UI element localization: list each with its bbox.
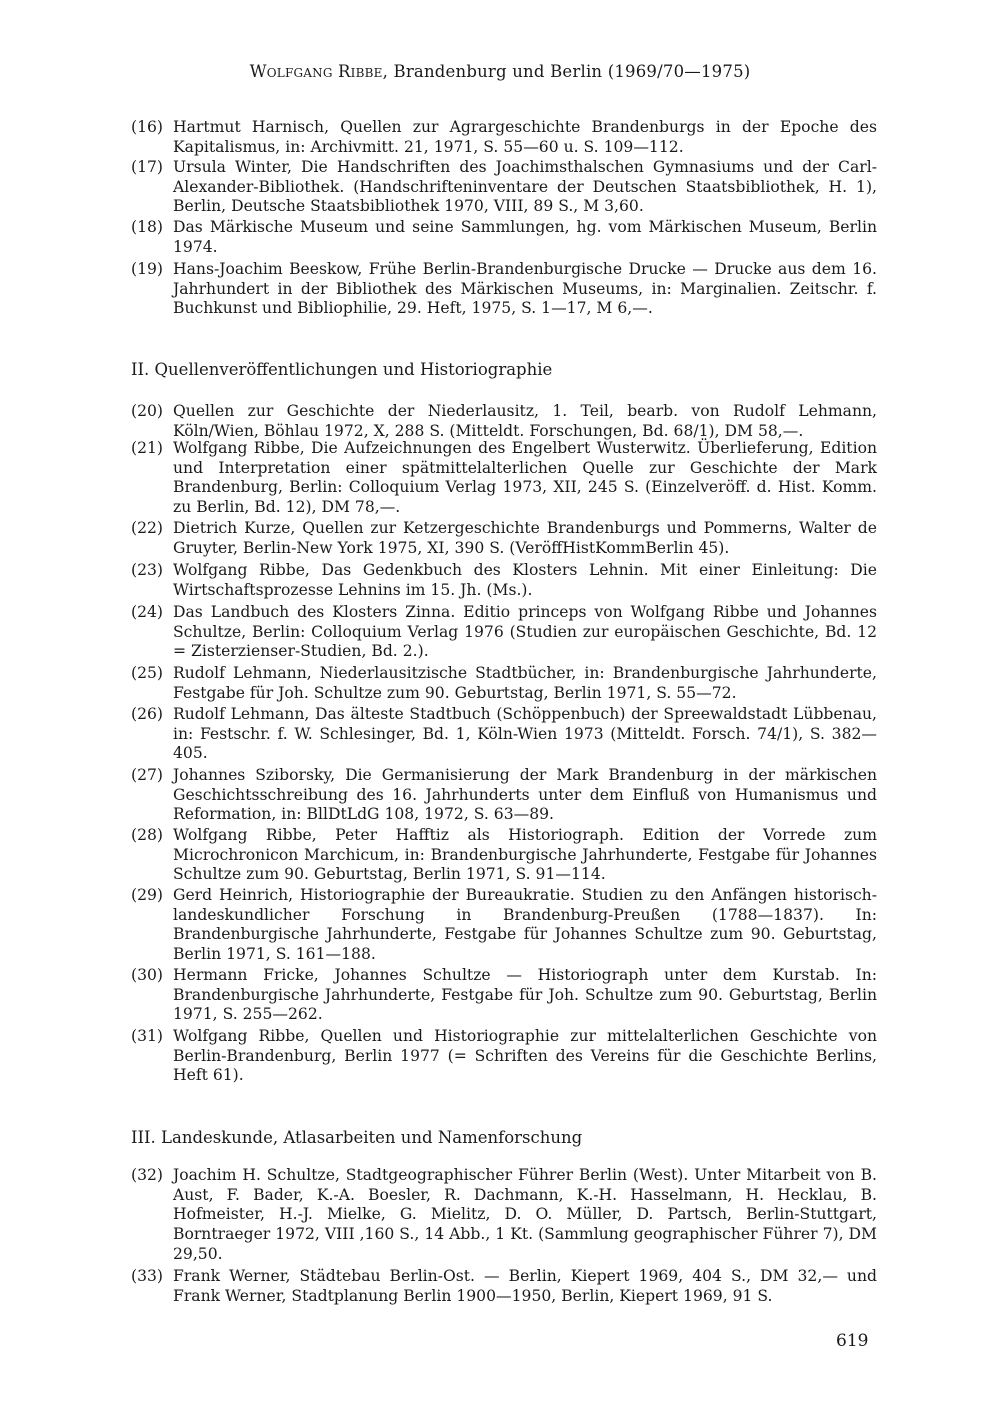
running-head-title: , Brandenburg und Berlin (1969/70—1975) — [382, 62, 751, 81]
entry-text: Dietrich Kurze, Quellen zur Ketzergeschichte Brandenburgs und Pommerns, Walter de Gruyter, Berlin-New York 1975, XI, 390 S. (VeröffHistKommBerlin 45). — [173, 519, 877, 557]
entry-number: (21) — [131, 439, 164, 457]
entry-number: (24) — [131, 603, 164, 621]
bib-entry-20 — [131, 402, 877, 441]
entry-number: (31) — [131, 1027, 164, 1045]
bib-entry-23 — [131, 561, 877, 600]
entry-number: (22) — [131, 519, 164, 537]
entry-text: Hartmut Harnisch, Quellen zur Agrargeschichte Brandenburgs in der Epoche des Kapitalismus, in: Archivmitt. 21, 1971, S. 55—60 u. S. 109—112. — [173, 118, 877, 156]
entry-number: (20) — [131, 402, 164, 420]
bib-entry-32 — [131, 1166, 877, 1265]
section-heading-3: III. Landeskunde, Atlasarbeiten und Namenforschung — [131, 1128, 583, 1147]
entry-text: Joachim H. Schultze, Stadtgeographischer Führer Berlin (West). Unter Mitarbeit von B. Aust, F. Bader, K.-A. Boesler, R. Dachmann, K.-H. Hasselmann, H. Hecklau, B. Hofmeister, H.-J. Mielke, G. Mielitz, D. O. Müller, D. Partsch, Berlin-Stuttgart, Borntraeger 1972, VIII ,160 S., 14 Abb., 1 Kt. (Sammlung geographischer Führer 7), DM 29,50. — [173, 1166, 877, 1263]
entry-text: Ursula Winter, Die Handschriften des Joachimsthalschen Gymnasiums und der Carl-Alexander-Bibliothek. (Handschrifteninventare der Deutschen Staatsbibliothek, H. 1), Berlin, Deutsche Staatsbibliothek 1970, VIII, 89 S., M 3,60. — [173, 158, 877, 216]
bib-entry-21 — [131, 439, 877, 518]
entry-text: Wolfgang Ribbe, Das Gedenkbuch des Klosters Lehnin. Mit einer Einleitung: Die Wirtschaftsprozesse Lehnins im 15. Jh. (Ms.). — [173, 561, 877, 599]
bib-entry-24 — [131, 603, 877, 662]
entry-number: (26) — [131, 705, 164, 723]
entry-number: (23) — [131, 561, 164, 579]
entry-text: Frank Werner, Städtebau Berlin-Ost. — Berlin, Kiepert 1969, 404 S., DM 32,— und Frank Werner, Stadtplanung Berlin 1900—1950, Berlin, Kiepert 1969, 91 S. — [173, 1267, 877, 1305]
entry-text: Johannes Sziborsky, Die Germanisierung der Mark Brandenburg in der märkischen Geschichtsschreibung des 16. Jahrhunderts unter dem Einfluß von Humanismus und Reformation, in: BllDtLdG 108, 1972, S. 63—89. — [173, 766, 877, 824]
entry-text: Das Landbuch des Klosters Zinna. Editio princeps von Wolfgang Ribbe und Johannes Schultze, Berlin: Colloquium Verlag 1976 (Studien zur europäischen Geschichte, Bd. 12 = Zisterzienser-Studien, Bd. 2.). — [173, 603, 877, 661]
bib-entry-31 — [131, 1027, 877, 1086]
bib-entry-17 — [131, 158, 877, 217]
page-number: 619 — [836, 1331, 869, 1351]
entry-text: Rudolf Lehmann, Niederlausitzische Stadtbücher, in: Brandenburgische Jahrhunderte, Festgabe für Joh. Schultze zum 90. Geburtstag, Berlin 1971, S. 55—72. — [173, 664, 877, 702]
entry-number: (19) — [131, 260, 164, 278]
section-heading-2: II. Quellenveröffentlichungen und Historiographie — [131, 360, 553, 379]
entry-text: Quellen zur Geschichte der Niederlausitz, 1. Teil, bearb. von Rudolf Lehmann, Köln/Wien, Böhlau 1972, X, 288 S. (Mitteldt. Forschungen, Bd. 68/1), DM 58,—. — [173, 402, 877, 440]
entry-text: Wolfgang Ribbe, Quellen und Historiographie zur mittelalterlichen Geschichte von Berlin-Brandenburg, Berlin 1977 (= Schriften des Vereins für die Geschichte Berlins, Heft 61). — [173, 1027, 877, 1085]
bib-entry-19 — [131, 260, 877, 319]
bib-entry-16 — [131, 118, 877, 157]
entry-text: Gerd Heinrich, Historiographie der Bureaukratie. Studien zu den Anfängen historisch-landeskundlicher Forschung in Brandenburg-Preußen (1788—1837). In: Brandenburgische Jahrhunderte, Festgabe für Johannes Schultze zum 90. Geburtstag, Berlin 1971, S. 161—188. — [173, 886, 877, 964]
entry-text: Das Märkische Museum und seine Sammlungen, hg. vom Märkischen Museum, Berlin 1974. — [173, 218, 877, 256]
entry-number: (32) — [131, 1166, 164, 1184]
running-head-author: Wolfgang Ribbe — [249, 62, 383, 81]
entry-number: (29) — [131, 886, 164, 904]
entry-number: (17) — [131, 158, 164, 176]
entry-number: (25) — [131, 664, 164, 682]
bib-entry-25 — [131, 664, 877, 703]
entry-text: Hans-Joachim Beeskow, Frühe Berlin-Brandenburgische Drucke — Drucke aus dem 16. Jahrhundert in der Bibliothek des Märkischen Museums, in: Marginalien. Zeitschr. f. Buchkunst und Bibliophilie, 29. Heft, 1975, S. 1—17, M 6,—. — [173, 260, 877, 318]
bib-entry-27 — [131, 766, 877, 825]
bib-entry-22 — [131, 519, 877, 558]
bib-entry-28 — [131, 826, 877, 885]
bib-entry-33 — [131, 1267, 877, 1306]
bib-entry-29 — [131, 886, 877, 965]
entry-number: (18) — [131, 218, 164, 236]
entry-text: Rudolf Lehmann, Das älteste Stadtbuch (Schöppenbuch) der Spreewaldstadt Lübbenau, in: Festschr. f. W. Schlesinger, Bd. 1, Köln-Wien 1973 (Mitteldt. Forsch. 74/1), S. 382—405. — [173, 705, 877, 763]
entry-number: (27) — [131, 766, 164, 784]
entry-text: Wolfgang Ribbe, Die Aufzeichnungen des Engelbert Wusterwitz. Überlieferung, Edition und Interpretation einer spätmittelalterlichen Quelle zur Geschichte der Mark Brandenburg, Berlin: Colloquium Verlag 1973, XII, 245 S. (Einzelveröff. d. Hist. Komm. zu Berlin, Bd. 12), DM 78,—. — [173, 439, 877, 517]
bib-entry-30 — [131, 966, 877, 1025]
entry-number: (30) — [131, 966, 164, 984]
running-head — [0, 62, 1000, 81]
bib-entry-26 — [131, 705, 877, 764]
bib-entry-18 — [131, 218, 877, 257]
entry-text: Wolfgang Ribbe, Peter Hafftiz als Historiograph. Edition der Vorrede zum Microchronicon Marchicum, in: Brandenburgische Jahrhunderte, Festgabe für Johannes Schultze zum 90. Geburtstag, Berlin 1971, S. 91—114. — [173, 826, 877, 884]
entry-number: (28) — [131, 826, 164, 844]
entry-number: (33) — [131, 1267, 164, 1285]
entry-text: Hermann Fricke, Johannes Schultze — Historiograph unter dem Kurstab. In: Brandenburgische Jahrhunderte, Festgabe für Joh. Schultze zum 90. Geburtstag, Berlin 1971, S. 255—262. — [173, 966, 877, 1024]
entry-number: (16) — [131, 118, 164, 136]
